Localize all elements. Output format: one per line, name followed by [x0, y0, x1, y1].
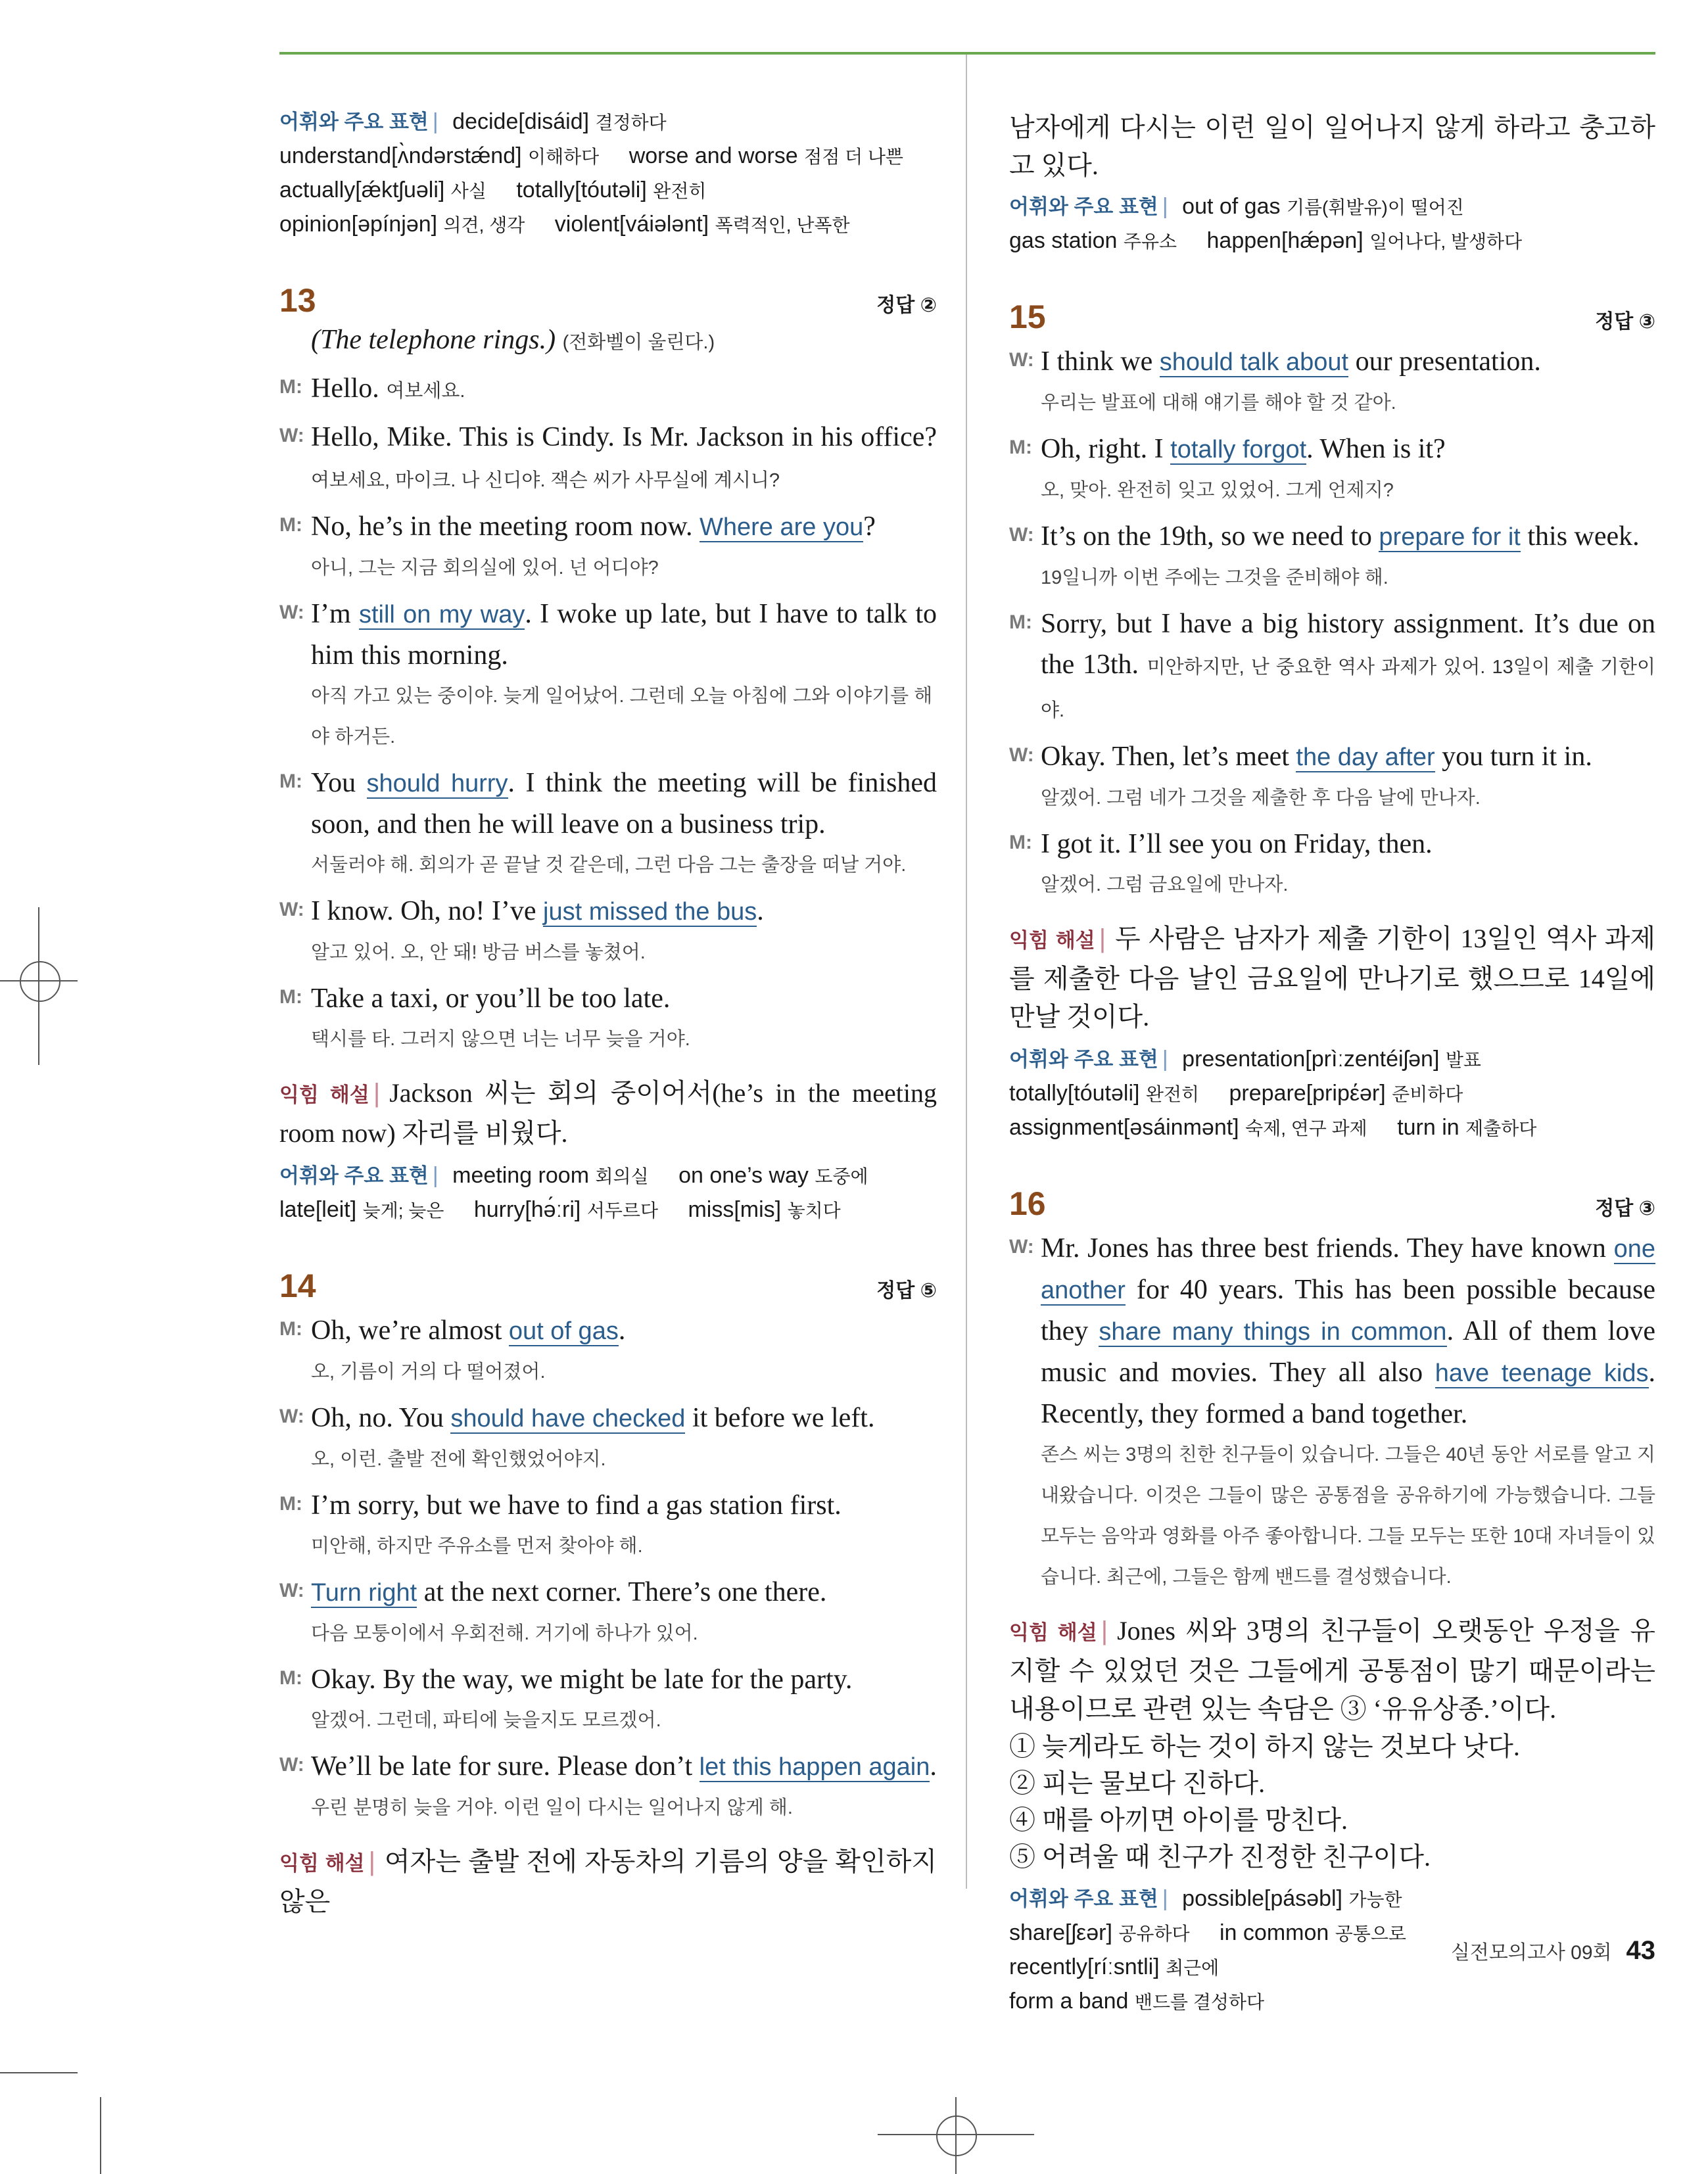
- blank-answer: still on my way: [358, 601, 525, 628]
- blank-answer: out of gas: [508, 1317, 619, 1345]
- vocab-term: decide[disáid]: [452, 109, 590, 134]
- question-header-16: [1009, 1185, 1655, 1223]
- vocab-term: possible[pásəbl]: [1182, 1886, 1342, 1911]
- vocab-term: form a band: [1009, 1989, 1129, 2014]
- speaker-m: M:: [1009, 611, 1032, 633]
- vocab-line: [1009, 224, 1655, 258]
- translation: 19일니까 이번 주에는 그것을 준비해야 해.: [1041, 567, 1388, 588]
- vocab-meaning: 결정하다: [595, 112, 667, 133]
- translation: 아직 가고 있는 중이야. 늦게 일어났어. 그런데 오늘 아침에 그와 이야기를 해야 하거든.: [311, 686, 933, 747]
- vocab-meaning: 완전히: [1145, 1084, 1200, 1104]
- vocab-term: worse and worse: [629, 143, 798, 168]
- vocab-meaning: 제출하다: [1465, 1118, 1537, 1139]
- blank-answer: let this happen again: [699, 1753, 930, 1781]
- vocab-meaning: 기름(휘발유)이 떨어진: [1286, 197, 1464, 218]
- vocab-meaning: 이해하다: [528, 147, 600, 167]
- vocab-label: 어휘와 주요 표현: [279, 110, 429, 133]
- vocab-label: 어휘와 주요 표현: [1009, 195, 1158, 218]
- speaker-m: M:: [1009, 832, 1032, 853]
- vocab-box-q15: [1009, 1043, 1655, 1145]
- translation: 아니, 그는 지금 회의실에 있어. 넌 어디야?: [311, 557, 659, 579]
- blank-answer: prepare for it: [1379, 523, 1521, 551]
- dialogue-line: W: We’ll be late for sure. Please don’t let this happen again.: [279, 1746, 937, 1787]
- vocab-term: opinion[əpínjən]: [279, 212, 438, 237]
- dialogue-line: M: You should hurry. I think the meeting will be finished soon, and then he will leave on a business trip.: [279, 763, 937, 845]
- vocab-box-q14: [1009, 190, 1655, 258]
- question-number: 15: [1009, 298, 1046, 335]
- vocab-label: 어휘와 주요 표현: [279, 1164, 429, 1187]
- blank-answer: one another: [1041, 1235, 1655, 1304]
- answer-key: 정답 ②: [876, 295, 937, 316]
- speaker-w: W:: [279, 1580, 304, 1601]
- translation: 다음 모퉁이에서 우회전해. 거기에 하나가 있어.: [311, 1623, 698, 1644]
- option-item: ① 늦게라도 하는 것이 하지 않는 것보다 낫다.: [1009, 1732, 1520, 1761]
- vocab-term: assignment[əsáinmənt]: [1009, 1115, 1239, 1140]
- dialogue-line: W: Oh, no. You should have checked it before we left.: [279, 1398, 937, 1439]
- vocab-line: [1009, 1985, 1655, 2019]
- proverb-options: [1009, 1728, 1655, 1876]
- question-number: 14: [279, 1267, 316, 1304]
- blank-answer: should talk about: [1159, 348, 1349, 376]
- dialogue-line: M: No, he’s in the meeting room now. Where are you?: [279, 506, 937, 548]
- dialogue-line: W: Mr. Jones has three best friends. They have known one another for 40 years. This has been possible because they share many things in common. All of them love music and movies. They all also have teenage kids. Recently, they formed a band together.: [1009, 1228, 1655, 1434]
- vocab-meaning: 늦게; 늦은: [362, 1200, 444, 1221]
- speaker-m: M:: [279, 514, 302, 536]
- vocab-term: totally[tóutəli]: [1009, 1081, 1140, 1106]
- dialogue-line: M: I’m sorry, but we have to find a gas station first.: [279, 1485, 937, 1526]
- vocab-term: actually[ǽktʃuəli]: [279, 177, 445, 202]
- vocab-meaning: 점점 더 나쁜: [804, 147, 903, 167]
- translation: 우리는 발표에 대해 얘기를 해야 할 것 같아.: [1041, 392, 1396, 414]
- vocab-label: 어휘와 주요 표현: [1009, 1887, 1158, 1910]
- speaker-w: W:: [279, 1406, 304, 1427]
- vocab-term: in common: [1220, 1920, 1329, 1945]
- vocab-term: turn in: [1397, 1115, 1459, 1140]
- crop-mark-bottom-v: [100, 2097, 101, 2174]
- vocab-meaning: 최근에: [1166, 1958, 1220, 1978]
- vocab-meaning: 서두르다: [586, 1200, 659, 1221]
- registration-mark-bottom: [936, 2115, 977, 2156]
- vocab-label: 어휘와 주요 표현: [1009, 1048, 1158, 1071]
- vocab-line: [279, 174, 937, 208]
- question-number: 16: [1009, 1185, 1046, 1222]
- dialogue-line: M: Oh, we’re almost out of gas.: [279, 1310, 937, 1352]
- speaker-w: W:: [1009, 744, 1034, 766]
- speaker-m: M:: [279, 1667, 302, 1689]
- blank-answer: should hurry: [366, 770, 508, 797]
- answer-key: 정답 ③: [1595, 1198, 1655, 1219]
- speaker-w: W:: [279, 602, 304, 623]
- dialogue-line: M: Oh, right. I totally forgot. When is it?: [1009, 429, 1655, 470]
- option-item: ④ 매를 아끼면 아이를 망친다.: [1009, 1805, 1348, 1835]
- translation: 미안해, 하지만 주유소를 먼저 찾아야 해.: [311, 1536, 643, 1557]
- vocab-meaning: 주유소: [1123, 231, 1177, 252]
- vocab-line: 어휘와 주요 표현 | meeting room 회의실 on one’s way 도중에: [279, 1163, 868, 1188]
- vocab-line: 어휘와 주요 표현 | out of gas 기름(휘발유)이 떨어진: [1009, 194, 1464, 219]
- vocab-meaning: 가능한: [1348, 1889, 1402, 1910]
- vocab-term: totally[tóutəli]: [516, 177, 647, 202]
- stage-direction: (The telephone rings.) (전화벨이 울린다.): [311, 325, 715, 355]
- dialogue-line: W: I’m still on my way. I woke up late, but I have to talk to him this morning.: [279, 594, 937, 676]
- translation: 우린 분명히 늦을 거야. 이런 일이 다시는 일어나지 않게 해.: [311, 1797, 793, 1818]
- vocab-term: hurry[hə́ːri]: [473, 1197, 581, 1222]
- speaker-w: W:: [279, 899, 304, 920]
- blank-answer: have teenage kids: [1435, 1359, 1649, 1387]
- dialogue-line: W: I know. Oh, no! I’ve just missed the bus.: [279, 891, 937, 932]
- vocab-term: late[leit]: [279, 1197, 357, 1222]
- vocab-term: understand[ʌ̀ndərstǽnd]: [279, 143, 522, 168]
- speaker-w: W:: [279, 1754, 304, 1776]
- vocab-term: on one’s way: [678, 1163, 809, 1188]
- vocab-meaning: 준비하다: [1392, 1084, 1463, 1104]
- translation: 오, 기름이 거의 다 떨어졌어.: [311, 1361, 546, 1382]
- explanation-label: 익힘 해설: [279, 1083, 369, 1106]
- explanation-label: 익힘 해설: [1009, 929, 1095, 952]
- speaker-m: M:: [1009, 437, 1032, 458]
- vocab-line: 어휘와 주요 표현 | decide[disáid] 결정하다: [279, 109, 667, 134]
- question-header-13: [279, 281, 937, 319]
- speaker-m: M:: [279, 986, 302, 1008]
- vocab-line: [279, 139, 937, 174]
- translation: 존스 씨는 3명의 친한 친구들이 있습니다. 그들은 40년 동안 서로를 알고 지내왔습니다. 이것은 그들이 많은 공통점을 공유하기에 가능했습니다. 그들 모두는 음악과 영화를 아주 좋아합니다. 그들 모두는 또한 10대 자녀들이 있습니다. 최근에, 그들은 함께 밴드를 결성했습니다.: [1041, 1444, 1655, 1588]
- question-header-15: [1009, 298, 1655, 336]
- dialogue-line: M: I got it. I’ll see you on Friday, then.: [1009, 824, 1655, 864]
- dialogue-line: W: Turn right at the next corner. There’s one there.: [279, 1572, 937, 1613]
- left-column: [279, 105, 937, 1921]
- vocab-line: [279, 208, 937, 242]
- vocab-meaning: 놓치다: [787, 1200, 841, 1221]
- vocab-line: [1009, 1077, 1655, 1111]
- dialogue-line: W: Okay. Then, let’s meet the day after you turn it in.: [1009, 736, 1655, 778]
- question-number: 13: [279, 282, 316, 319]
- explanation-label: 익힘 해설: [279, 1852, 365, 1875]
- vocab-term: recently[ríːsntli]: [1009, 1954, 1160, 1979]
- translation: 오, 맞아. 완전히 잊고 있었어. 그게 언제지?: [1041, 480, 1394, 501]
- footer-title: 실전모의고사 09회: [1450, 1942, 1612, 1964]
- vocab-line: 어휘와 주요 표현 | presentation[prìːzentéiʃən] 발표: [1009, 1047, 1481, 1072]
- vocab-box-q12: [279, 105, 937, 242]
- blank-answer: the day after: [1296, 744, 1435, 771]
- top-rule: [279, 52, 1655, 55]
- dialogue-line: M: Take a taxi, or you’ll be too late.: [279, 978, 937, 1019]
- vocab-meaning: 완전히: [653, 181, 707, 201]
- vocab-line: [279, 1193, 937, 1227]
- explanation-label: 익힘 해설: [1009, 1621, 1097, 1644]
- blank-answer: Turn right: [311, 1579, 417, 1607]
- vocab-meaning: 회의실: [595, 1166, 649, 1187]
- speaker-w: W:: [1009, 1236, 1034, 1258]
- blank-answer: Where are you: [700, 513, 864, 541]
- vocab-box-q13: [279, 1159, 937, 1227]
- answer-key: 정답 ③: [1595, 311, 1655, 333]
- vocab-meaning: 공유하다: [1118, 1924, 1190, 1944]
- translation: 오, 이런. 출발 전에 확인했었어야지.: [311, 1449, 606, 1470]
- vocab-meaning: 숙제, 연구 과제: [1245, 1118, 1367, 1139]
- explanation: 익힘 해설 | Jones 씨와 3명의 친구들이 오랫동안 우정을 유지할 수 있었던 것은 그들에게 공통점이 많기 때문이라는 내용이므로 관련 있는 속담은 ③ ‘유유상종.’이다.: [1009, 1616, 1655, 1724]
- blank-answer: share many things in common: [1099, 1318, 1447, 1346]
- vocab-term: violent[váiələnt]: [554, 212, 709, 237]
- vocab-meaning: 폭력적인, 난폭한: [715, 215, 850, 235]
- dialogue-line: W: I think we should talk about our presentation.: [1009, 341, 1655, 383]
- vocab-meaning: 사실: [450, 181, 486, 201]
- translation: 서둘러야 해. 회의가 곧 끝날 것 같은데, 그런 다음 그는 출장을 떠날 거야.: [311, 855, 907, 876]
- vocab-line: 어휘와 주요 표현 | possible[pásəbl] 가능한: [1009, 1886, 1402, 1911]
- option-item: ⑤ 어려울 때 친구가 진정한 친구이다.: [1009, 1842, 1431, 1872]
- vocab-meaning: 일어나다, 발생하다: [1369, 231, 1523, 252]
- speaker-m: M:: [279, 1493, 302, 1515]
- blank-answer: totally forgot: [1170, 436, 1307, 463]
- page-footer: [1451, 1936, 1655, 1966]
- blank-answer: should have checked: [450, 1405, 686, 1432]
- dialogue-line: M: Okay. By the way, we might be late for the party.: [279, 1659, 937, 1700]
- blank-answer: just missed the bus: [543, 898, 757, 926]
- vocab-meaning: 밴드를 결성하다: [1134, 1992, 1265, 2012]
- vocab-term: out of gas: [1182, 194, 1281, 219]
- speaker-m: M:: [279, 770, 302, 792]
- explanation: 익힘 해설 | Jackson 씨는 회의 중이어서(he’s in the meeting room now) 자리를 비웠다.: [279, 1078, 937, 1148]
- dialogue-line: W: Hello, Mike. This is Cindy. Is Mr. Jackson in his office? 여보세요, 마이크. 나 신디야. 잭슨 씨가 사무실에 계시니?: [279, 417, 937, 501]
- vocab-meaning: 의견, 생각: [443, 215, 525, 235]
- dialogue-line: M: Sorry, but I have a big history assignment. It’s due on the 13th. 미안하지만, 난 중요한 역사 과제가 있어. 13일이 제출 기한이야.: [1009, 603, 1655, 731]
- translation: 택시를 타. 그러지 않으면 너는 너무 늦을 거야.: [311, 1029, 690, 1050]
- dialogue-line: W: It’s on the 19th, so we need to prepare for it this week.: [1009, 516, 1655, 557]
- vocab-term: gas station: [1009, 228, 1118, 253]
- page-number: 43: [1626, 1936, 1655, 1965]
- translation: 알겠어. 그럼 네가 그것을 제출한 후 다음 날에 만나자.: [1041, 788, 1481, 809]
- speaker-w: W:: [1009, 524, 1034, 546]
- question-header-14: [279, 1267, 937, 1305]
- column-divider: [966, 55, 967, 1889]
- explanation-continued: 남자에게 다시는 이런 일이 일어나지 않게 하라고 충고하고 있다.: [1009, 112, 1655, 180]
- answer-key: 정답 ⑤: [876, 1280, 937, 1302]
- vocab-meaning: 공통으로: [1335, 1924, 1406, 1944]
- dialogue-line: M: Hello. 여보세요.: [279, 368, 937, 412]
- vocab-term: presentation[prìːzentéiʃən]: [1182, 1047, 1440, 1072]
- vocab-term: prepare[pripέər]: [1229, 1081, 1386, 1106]
- speaker-w: W:: [1009, 349, 1034, 371]
- vocab-line: [1009, 1111, 1655, 1145]
- speaker-m: M:: [279, 376, 302, 398]
- vocab-term: miss[mis]: [688, 1197, 782, 1222]
- vocab-term: share[ʃεər]: [1009, 1920, 1112, 1945]
- translation: 알고 있어. 오, 안 돼! 방금 버스를 놓쳤어.: [311, 942, 646, 963]
- crop-mark-bottom-h: [0, 2072, 78, 2073]
- vocab-meaning: 발표: [1445, 1050, 1481, 1070]
- vocab-term: meeting room: [452, 1163, 590, 1188]
- translation: 알겠어. 그런데, 파티에 늦을지도 모르겠어.: [311, 1710, 661, 1731]
- speaker-m: M:: [279, 1318, 302, 1340]
- right-column: [1009, 108, 1655, 2019]
- speaker-w: W:: [279, 425, 304, 446]
- option-item: ② 피는 물보다 진하다.: [1009, 1768, 1266, 1798]
- explanation: 익힘 해설 | 여자는 출발 전에 자동차의 기름의 양을 확인하지 않은: [279, 1847, 937, 1916]
- translation: 알겠어. 그럼 금요일에 만나자.: [1041, 874, 1289, 895]
- registration-mark-left: [20, 961, 60, 1002]
- vocab-meaning: 도중에: [815, 1166, 868, 1187]
- explanation: 익힘 해설 | 두 사람은 남자가 제출 기한이 13일인 역사 과제를 제출한 다음 날인 금요일에 만나기로 했으므로 14일에 만날 것이다.: [1009, 924, 1655, 1031]
- vocab-term: happen[hǽpən]: [1206, 228, 1364, 253]
